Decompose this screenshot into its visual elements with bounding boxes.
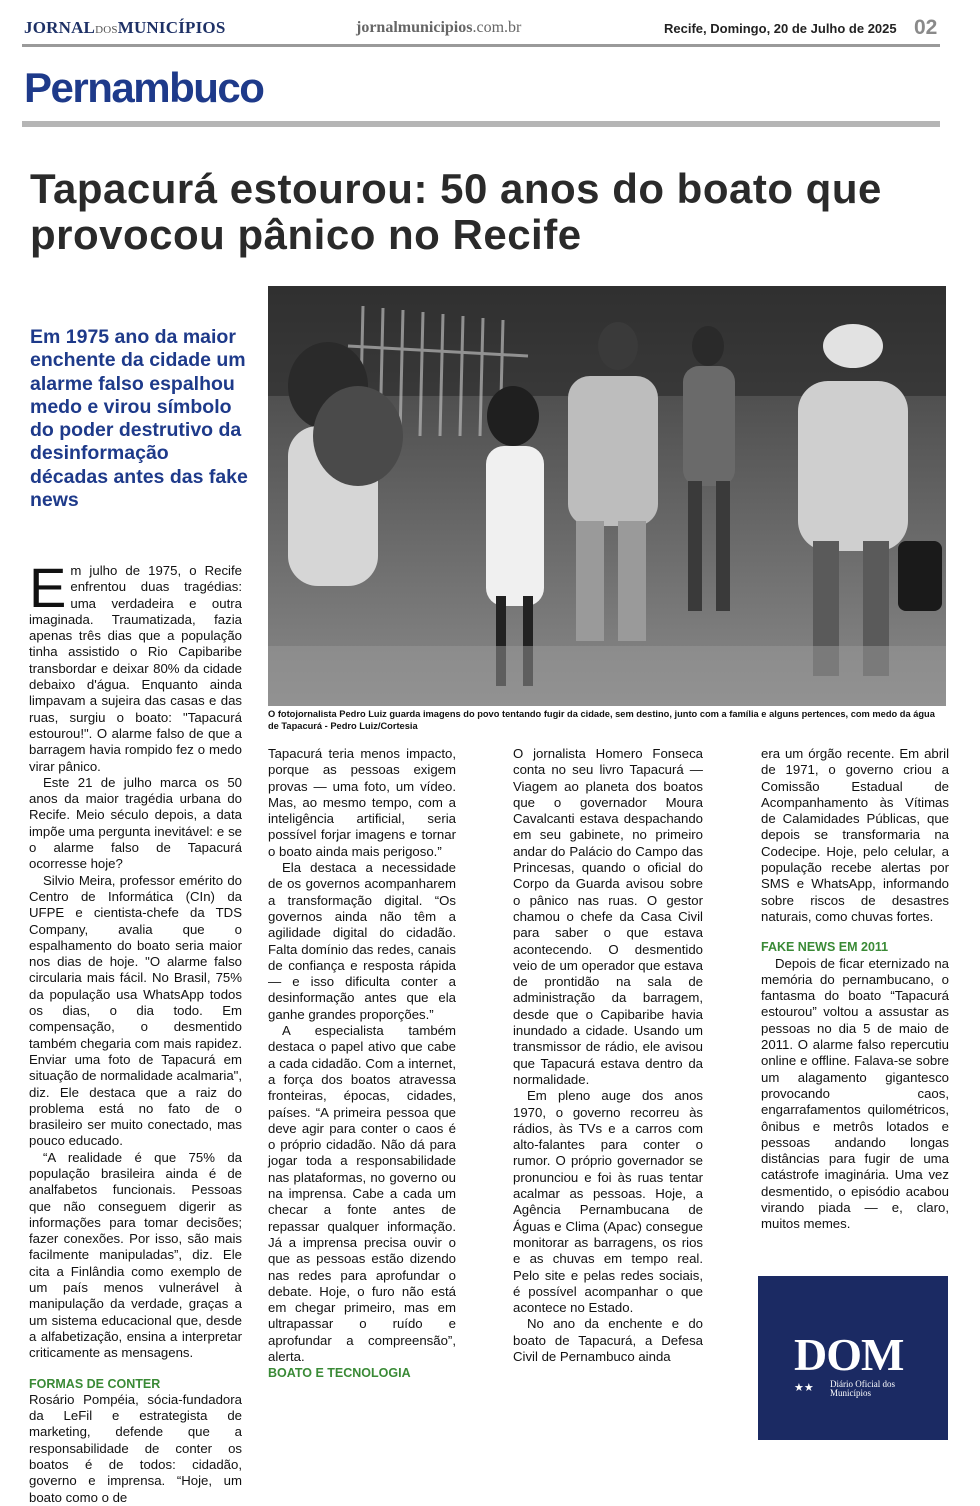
dom-logo: DOM xyxy=(794,1329,904,1380)
site-url[interactable]: jornalmunicipios.com.br xyxy=(356,19,522,36)
header-rule xyxy=(22,44,940,47)
photo-illustration xyxy=(268,286,946,706)
paragraph: Ela destaca a necessidade de os governos acompanharem a transformação digital. “Os governos ainda não têm a agilidade digital do cidadão. Falta domínio das redes, canais de confiança e resposta rápida — e isso dificulta conter a desinformação antes que ela ganhe grandes proporções.” xyxy=(268,860,456,1022)
paragraph: Em pleno auge dos anos 1970, o governo recorreu às rádios, às TVs e a carros com alto-falantes para conter o rumor. O próprio governador se pronunciou e foi às ruas tentar acalmar as pessoas. Hoje, a Agência Pernambucana de Águas e Clima (Apac) consegue monitorar as barragens, os rios e as chuvas em tempo real. Pelo site e pelas redes sociais, é possível acompanhar o que acontece no Estado. xyxy=(513,1088,703,1316)
article-column-3 xyxy=(513,746,703,1365)
paragraph: “A realidade é que 75% da população brasileira ainda é de analfabetos funcionais. Pessoas que não conseguem digerir as informações para tomar decisões; fazer conexões. Por isso, são mais facilmente manipuladas”, diz. Ele cita a Finlândia como exemplo de um país menos vulnerável à manipulação da verdade, graças a um sistema educacional que, desde a alfabetização, ensina a interpretar criticamente as mensagens. xyxy=(29,1149,242,1361)
article-photo xyxy=(268,286,946,706)
paragraph: A especialista também destaca o papel ativo que cabe a cada cidadão. Com a internet, a força dos boatos atravessa fronteiras, épocas, cidades, países. “A primeira pessoa que deve agir para conter o caos é o próprio cidadão. Não dá para jogar toda a responsabilidade nas plataformas, no governo ou na imprensa. Cabe a cada um checar a fonte antes de repassar qualquer informação. Já a imprensa precisa ouvir o que as pessoas estão dizendo nas redes para aprofundar o debate. Hoje, o furo não está em chegar primeiro, mas em ultrapassar o ruído e aprofundar a compreensão”, alerta. xyxy=(268,1023,456,1364)
subheading: BOATO E TECNOLOGIA xyxy=(268,1366,411,1381)
paragraph: Este 21 de julho marca os 50 anos da maior tragédia urbana do Recife. Meio século depois, a data impõe uma pergunta inevitável: e se o alarme falso de Tapacurá ocorresse hoje? xyxy=(29,774,242,872)
drop-cap: E xyxy=(29,556,67,619)
paragraph: m julho de 1975, o Recife enfrentou duas tragédias: uma verdadeira e outra imaginada. Traumatizada, fazia apenas três dias que a população tinha assistido o Rio Capibaribe transbordar e deixar 80% da cidade debaixo d'água. Enquanto ainda limpavam a sujeira das casas e das ruas, surgiu o boato: "Tapacurá estourou!". O alarme falso de que a barragem havia rompido fez o medo virar pânico. xyxy=(29,563,242,774)
paragraph: No ano da enchente e do boato de Tapacurá, a Defesa Civil de Pernambuco ainda xyxy=(513,1316,703,1364)
paragraph: Tapacurá teria menos impacto, porque as pessoas exigem provas — uma foto, um vídeo. Mas, ao mesmo tempo, com a inteligência artificial, seria possível forjar imagens e tornar o boato ainda mais perigoso.” xyxy=(268,746,456,859)
paragraph: Silvio Meira, professor emérito do Centro de Informática (CIn) da UFPE e cientista-chefe da TDS Company, avalia que o espalhamento do boato seria maior nos dias de hoje. "O alarme falso circularia mais fácil. No Brasil, 75% da população usa WhatsApp todos os dias, o dia todo. Em compensação, o desmentido também chegaria com mais rapidez. Enviar uma foto de Tapacurá em situação de normalidade acalmaria", diz. Ele destaca que a raiz do problema está no fato de o brasileiro ser muito conectado, mas pouco educado. xyxy=(29,872,242,1149)
dom-advertisement[interactable] xyxy=(758,1276,948,1440)
photo-caption: O fotojornalista Pedro Luiz guarda imagens do povo tentando fugir da cidade, sem destino, junto com a família e alguns pertences, com medo da água de Tapacurá - Pedro Luiz/Cortesia xyxy=(268,709,935,731)
section-rule xyxy=(22,121,940,127)
subheading: FAKE NEWS EM 2011 xyxy=(761,940,889,955)
page-number: 02 xyxy=(914,16,938,39)
dateline: Recife, Domingo, 20 de Julho de 2025 xyxy=(664,21,897,36)
paragraph: Depois de ficar eternizado na memória do pernambucano, o fantasma do boato “Tapacurá estourou” voltou a assustar as pessoas no dia 5 de maio de 2011. O alarme falso repercutiu online e offline. Falava-se sobre um alagamento gigantesco provocando caos, engarrafamentos quilométricos, ônibus e metrôs lotados e pessoas andando longas distâncias para fugir de uma catástrofe imaginária. Uma vez desmentido, o episódio acabou virando piada — e, claro, muitos memes. xyxy=(761,955,949,1232)
headline: Tapacurá estourou: 50 anos do boato que provocou pânico no Recife xyxy=(30,165,882,258)
paragraph: era um órgão recente. Em abril de 1971, o governo criou a Comissão Estadual de Acompanhamento às Vítimas de Calamidades Públicas, que depois se transformaria na Codecipe. Hoje, pelo celular, a população recebe alertas por SMS e WhatsApp, informando sobre riscos de desastres naturais, como chuvas fortes. xyxy=(761,746,949,924)
dom-tagline: Diário Oficial dos Municípios xyxy=(830,1379,895,1398)
section-title: Pernambuco xyxy=(24,64,264,111)
article-column-1 xyxy=(29,556,242,1506)
subheading: FORMAS DE CONTER xyxy=(29,1376,161,1391)
paragraph: Rosário Pompéia, sócia-fundadora da LeFil e estrategista de marketing, defende que a responsabilidade de conter os boatos é de todos: cidadão, governo e imprensa. “Hoje, um boato como o de xyxy=(29,1391,242,1505)
star-icon: ★★ xyxy=(794,1382,814,1394)
article-column-2 xyxy=(268,746,456,1382)
masthead-logo: JORNALDOSMUNICÍPIOS xyxy=(24,18,226,37)
paragraph: O jornalista Homero Fonseca conta no seu livro Tapacurá — Viagem ao planeta dos boatos que o governador Moura Cavalcanti estava despachando em seu gabinete, no primeiro andar do Palácio do Campo das Princesas, quando o oficial do Corpo da Guarda avisou sobre o pânico nas ruas. O gestor chamou o chefe da Casa Civil para saber o que estava acontecendo. O desmentido veio de um operador que estava de prontidão na sala de administração da barragem, desde que o Capibaribe havia inundado a cidade. Usando um transmissor de rádio, ele avisou que Tapacurá estava dentro da normalidade. xyxy=(513,746,703,1087)
article-column-4 xyxy=(761,746,949,1233)
dek: Em 1975 ano da maior enchente da cidade um alarme falso espalhou medo e virou símbolo do poder destrutivo da desinformação décadas antes das fake news xyxy=(30,326,248,512)
